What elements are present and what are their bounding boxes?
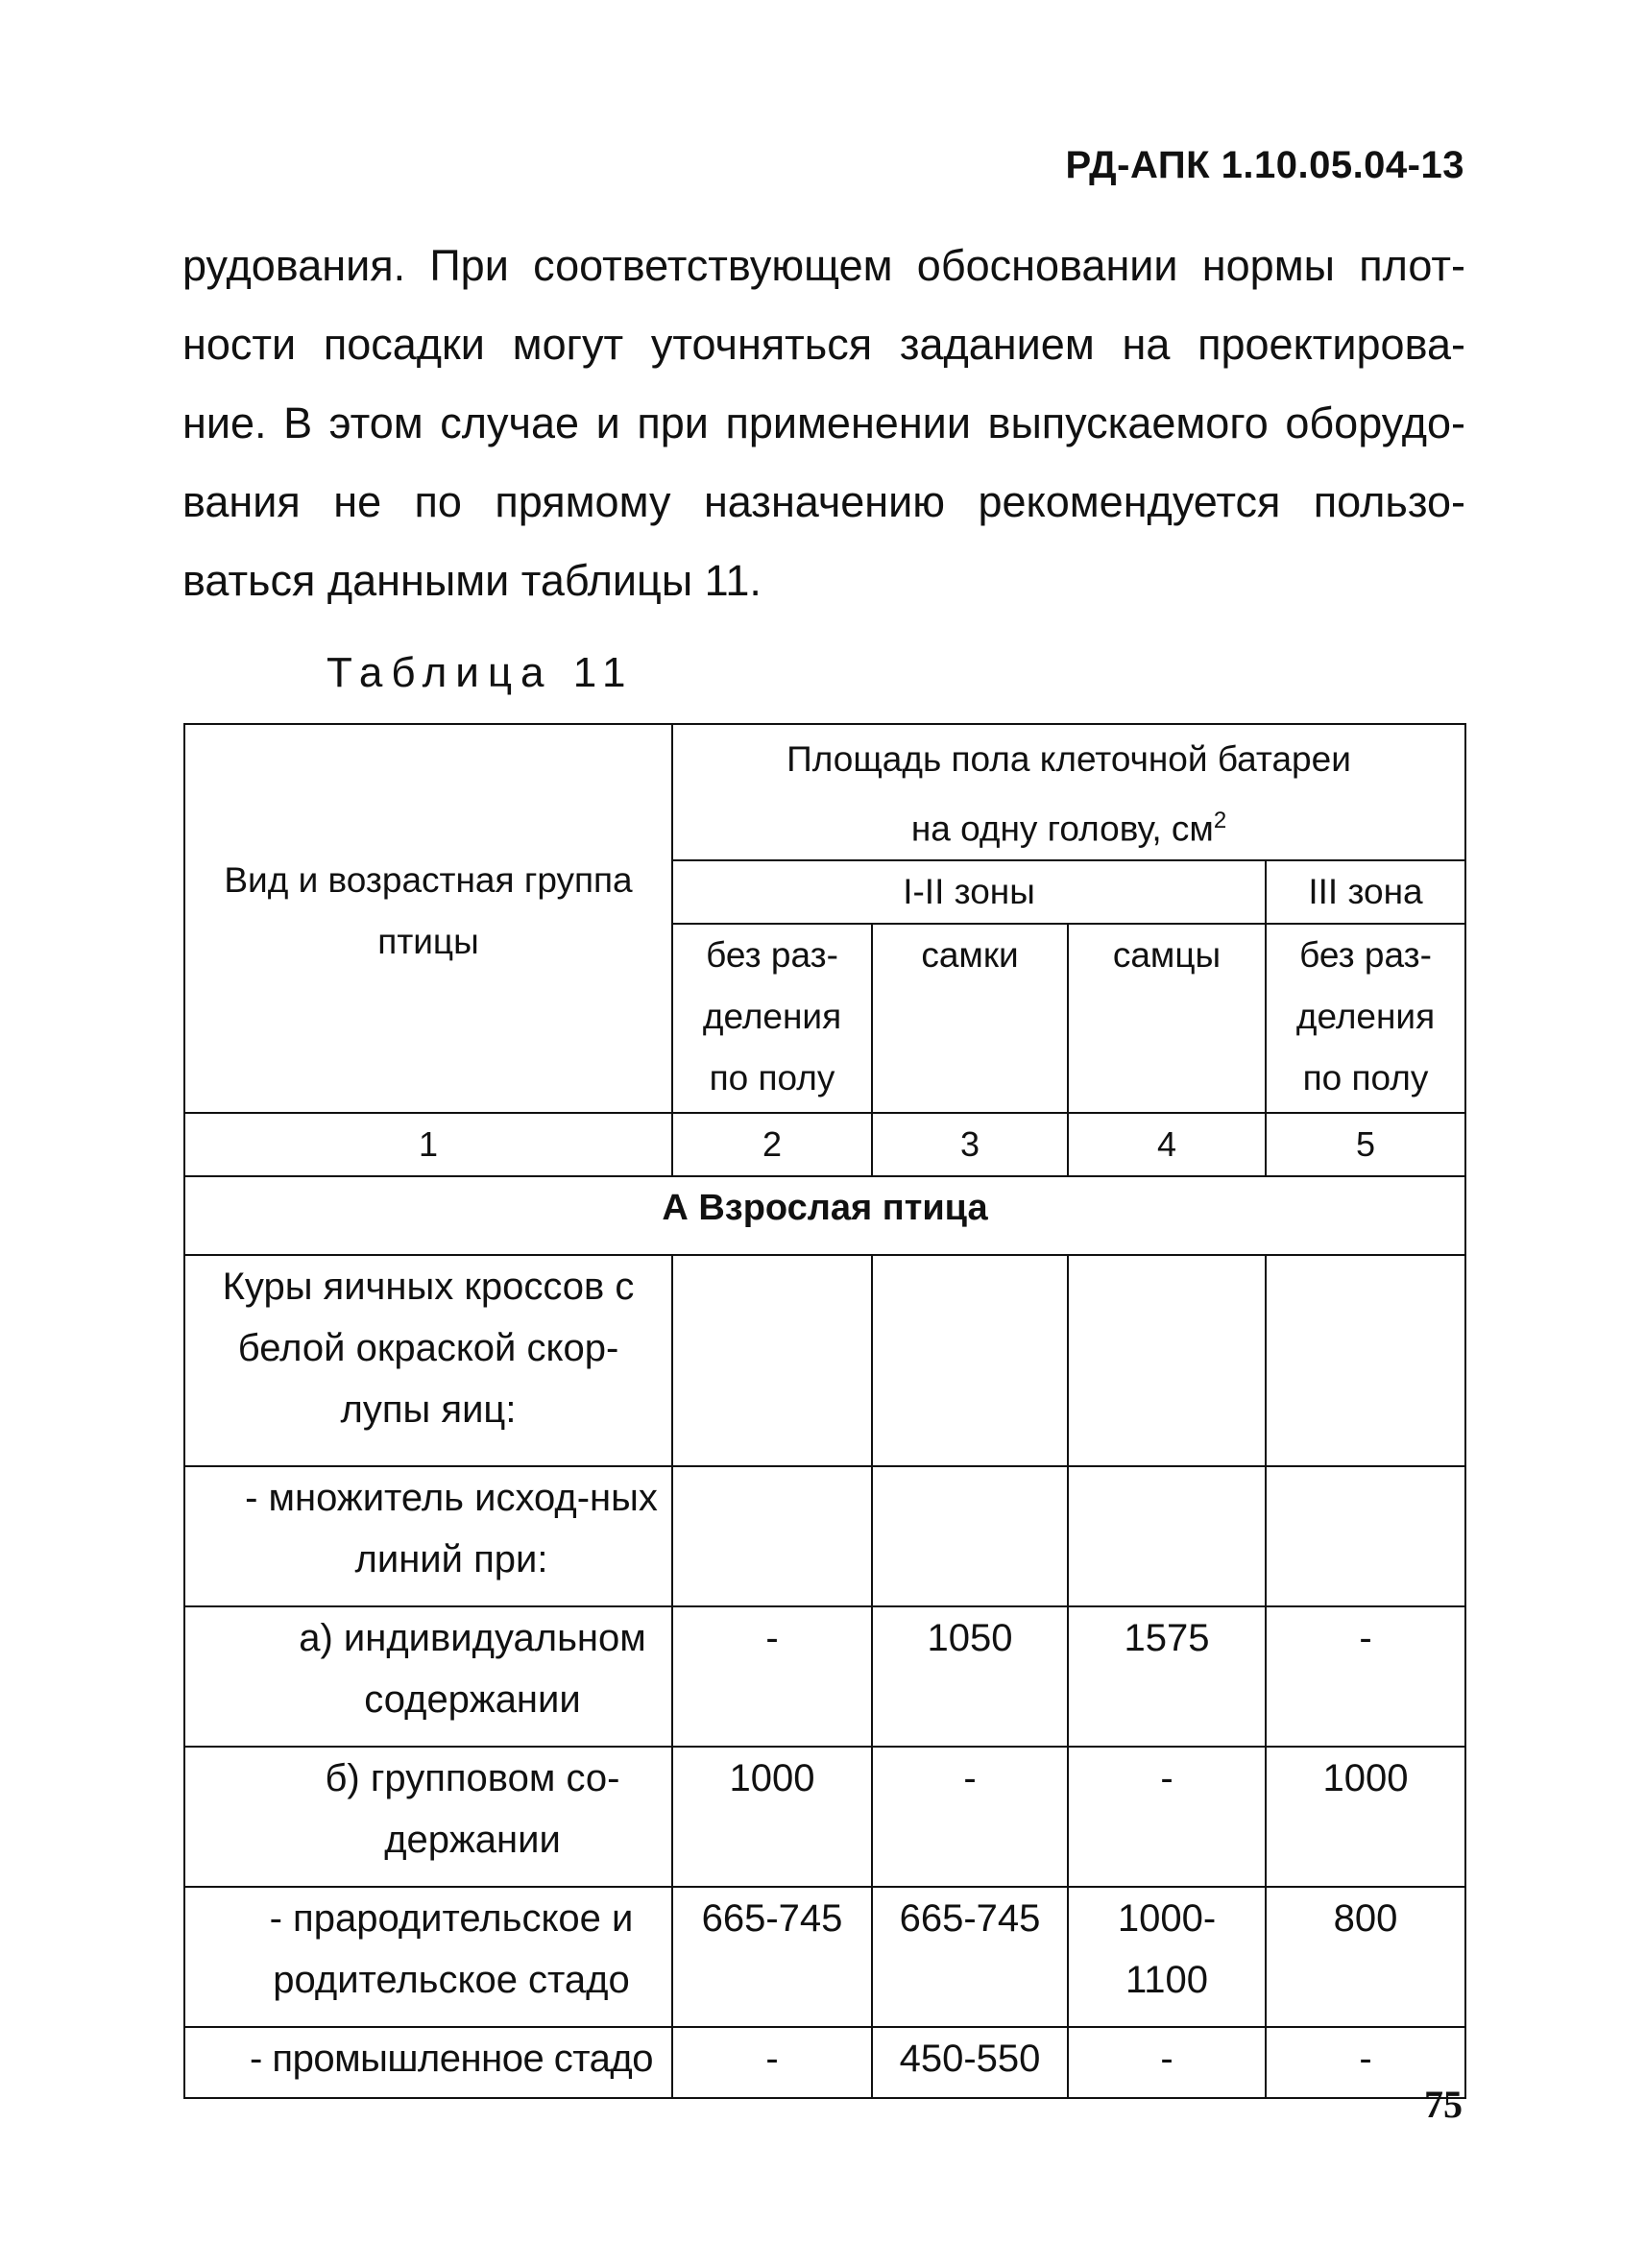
table-cell: -: [1068, 1747, 1266, 1887]
table-cell: 450-550: [872, 2027, 1068, 2098]
header-category: Вид и возрастная группа птицы: [184, 724, 672, 1113]
page-number: 75: [1424, 2083, 1463, 2126]
table-cell: [1266, 1255, 1465, 1466]
column-number: 5: [1266, 1113, 1465, 1176]
table-cell: [672, 1255, 872, 1466]
table-cell: 1000-1100: [1068, 1887, 1266, 2027]
row-label: - прародительское и родительское стадо: [184, 1887, 672, 2027]
table-cell: -: [672, 2027, 872, 2098]
table-cell: 1000: [1266, 1747, 1465, 1887]
table-cell: [872, 1255, 1068, 1466]
body-paragraph: [182, 227, 1465, 620]
header-zone-3: III зона: [1266, 860, 1465, 924]
header-area: [672, 724, 1465, 860]
table-cell: -: [1266, 1606, 1465, 1747]
row-label: - множитель исход-ных линий при:: [184, 1466, 672, 1606]
row-label: - промышленное стадо: [184, 2027, 672, 2098]
row-label: а) индивидуальном содержании: [184, 1606, 672, 1747]
table-cell: [1068, 1466, 1266, 1606]
table-cell: -: [1266, 2027, 1465, 2098]
table-cell: 665-745: [672, 1887, 872, 2027]
table-cell: 1000: [672, 1747, 872, 1887]
column-number: 2: [672, 1113, 872, 1176]
table-cell: 1050: [872, 1606, 1068, 1747]
header-area-line2: на одну голову, $см^2$: [910, 808, 1227, 849]
row-label: б) групповом со-держании: [184, 1747, 672, 1887]
paragraph-line: вания не по прямому назначению рекомендуется пользо-: [182, 477, 1465, 526]
section-title: А Взрослая птица: [184, 1176, 1465, 1255]
header-males: самцы: [1068, 924, 1266, 1113]
table-cell: 800: [1266, 1887, 1465, 2027]
table-cell: [1266, 1466, 1465, 1606]
header-zone-1-2: I-II зоны: [672, 860, 1266, 924]
paragraph-line: рудования. При соответствующем обосновании нормы плот-: [182, 241, 1465, 290]
table-cell: -: [1068, 2027, 1266, 2098]
row-label: Куры яичных кроссов с белой окраской скор-лупы яиц:: [184, 1255, 672, 1466]
table-cell: [872, 1466, 1068, 1606]
header-no-sex-split: без раз-деления по полу: [672, 924, 872, 1113]
column-number: 1: [184, 1113, 672, 1176]
table-cell: -: [872, 1747, 1068, 1887]
paragraph-line: ваться данными таблицы 11.: [182, 556, 762, 605]
table-cell: -: [672, 1606, 872, 1747]
column-number: 3: [872, 1113, 1068, 1176]
table-cell: [672, 1466, 872, 1606]
table-cell: 1575: [1068, 1606, 1266, 1747]
data-table: [183, 723, 1466, 2099]
column-number: 4: [1068, 1113, 1266, 1176]
paragraph-line: ние. В этом случае и при применении выпускаемого оборудо-: [182, 398, 1465, 447]
paragraph-line: ности посадки могут уточняться заданием на проектирова-: [182, 320, 1465, 369]
header-females: самки: [872, 924, 1068, 1113]
header-no-sex-split-zone3: без раз-деления по полу: [1266, 924, 1465, 1113]
table-caption: Таблица 11: [327, 649, 635, 696]
table-cell: 665-745: [872, 1887, 1068, 2027]
header-area-line1: Площадь пола клеточной батареи: [786, 739, 1351, 779]
table-cell: [1068, 1255, 1266, 1466]
document-code: РД-АПК 1.10.05.04-13: [1065, 144, 1464, 186]
